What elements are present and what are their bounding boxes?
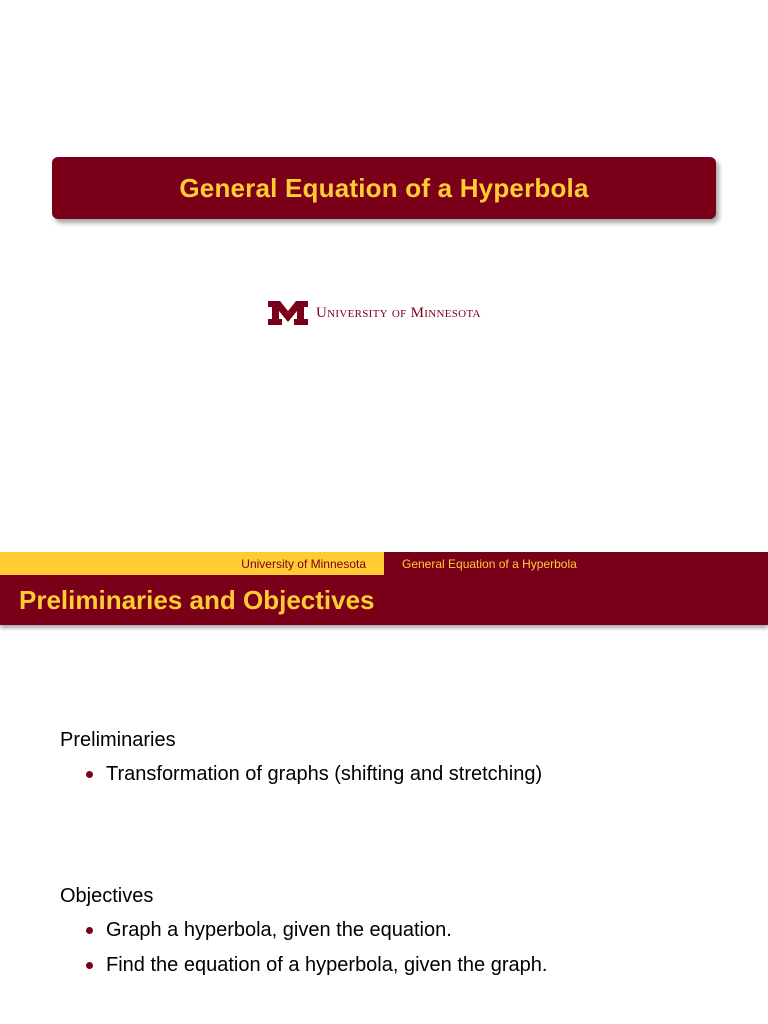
bullet-dot-icon bbox=[86, 771, 93, 778]
list-item bbox=[60, 916, 547, 944]
university-logo bbox=[268, 300, 481, 326]
list-item-text: Find the equation of a hyperbola, given the graph. bbox=[106, 954, 548, 976]
headline-left-label: University of Minnesota bbox=[241, 556, 366, 571]
list-item-text: Transformation of graphs (shifting and stretching) bbox=[106, 763, 543, 785]
objectives-heading: Objectives bbox=[60, 885, 154, 907]
objectives-section bbox=[60, 882, 547, 986]
preliminaries-section bbox=[60, 726, 542, 795]
headline-bar bbox=[0, 552, 768, 575]
preliminaries-heading: Preliminaries bbox=[60, 729, 176, 751]
headline-section-title[interactable] bbox=[384, 552, 768, 575]
preliminaries-list bbox=[60, 760, 542, 788]
list-item bbox=[60, 951, 547, 979]
frame-title-bar bbox=[0, 575, 768, 625]
logo-text: University of Minnesota bbox=[316, 304, 481, 321]
frame-title: Preliminaries and Objectives bbox=[19, 584, 375, 615]
block-m-logo-icon bbox=[268, 301, 308, 325]
bullet-dot-icon bbox=[86, 927, 93, 934]
title-box bbox=[52, 157, 716, 219]
content-slide bbox=[0, 552, 768, 1024]
list-item-text: Graph a hyperbola, given the equation. bbox=[106, 919, 452, 941]
bullet-dot-icon bbox=[86, 962, 93, 969]
list-item bbox=[60, 760, 542, 788]
slide-title: General Equation of a Hyperbola bbox=[179, 172, 589, 203]
headline-right-label: General Equation of a Hyperbola bbox=[402, 556, 577, 571]
headline-section-university[interactable] bbox=[0, 552, 384, 575]
objectives-list bbox=[60, 916, 547, 979]
